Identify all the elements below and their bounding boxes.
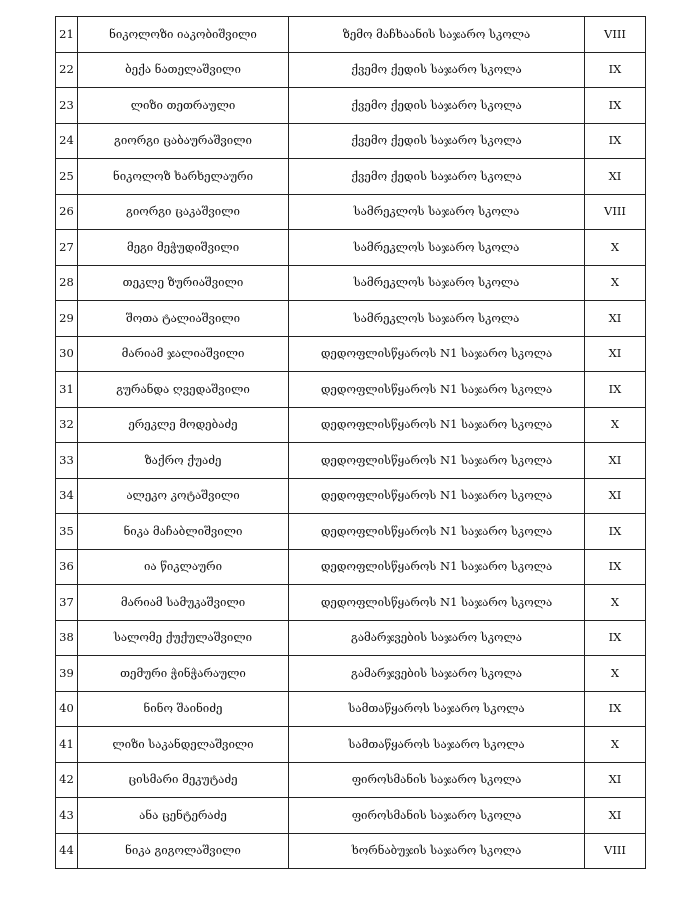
row-number: 36 (56, 549, 78, 585)
school-name: სამრეკლოს საჯარო სკოლა (289, 265, 585, 301)
row-number: 39 (56, 656, 78, 692)
grade-level: X (585, 656, 646, 692)
grade-level: XI (585, 478, 646, 514)
student-name: გურანდა ღვედაშვილი (78, 372, 289, 408)
row-number: 44 (56, 833, 78, 869)
table-row (56, 762, 646, 798)
row-number: 43 (56, 798, 78, 834)
row-number: 35 (56, 514, 78, 550)
row-number: 29 (56, 301, 78, 337)
grade-level: XI (585, 336, 646, 372)
school-name: გამარჯვების საჯარო სკოლა (289, 620, 585, 656)
grade-level: IX (585, 123, 646, 159)
table-row (56, 514, 646, 550)
table-row (56, 372, 646, 408)
table-row (56, 656, 646, 692)
row-number: 23 (56, 88, 78, 124)
school-name: დედოფლისწყაროს N1 საჯარო სკოლა (289, 372, 585, 408)
table-row (56, 691, 646, 727)
row-number: 32 (56, 407, 78, 443)
grade-level: X (585, 265, 646, 301)
school-name: ხორნაბუჯის საჯარო სკოლა (289, 833, 585, 869)
student-name: ნიკოლოზი იაკობიშვილი (78, 17, 289, 53)
grade-level: IX (585, 52, 646, 88)
grade-level: XI (585, 443, 646, 479)
row-number: 26 (56, 194, 78, 230)
student-name: ლიზი საკანდელაშვილი (78, 727, 289, 763)
school-name: ქვემო ქედის საჯარო სკოლა (289, 159, 585, 195)
grade-level: XI (585, 159, 646, 195)
table-row (56, 123, 646, 159)
school-name: ქვემო ქედის საჯარო სკოლა (289, 52, 585, 88)
student-name: შოთა ტალიაშვილი (78, 301, 289, 337)
row-number: 33 (56, 443, 78, 479)
row-number: 22 (56, 52, 78, 88)
student-name: მარიამ ჯალიაშვილი (78, 336, 289, 372)
school-name: დედოფლისწყაროს N1 საჯარო სკოლა (289, 478, 585, 514)
school-name: დედოფლისწყაროს N1 საჯარო სკოლა (289, 336, 585, 372)
student-name: ანა ცენტერაძე (78, 798, 289, 834)
table-row (56, 52, 646, 88)
student-name: მეგი მეჭუდიშვილი (78, 230, 289, 266)
table-row (56, 549, 646, 585)
school-name: დედოფლისწყაროს N1 საჯარო სკოლა (289, 585, 585, 621)
table-row (56, 301, 646, 337)
grade-level: X (585, 585, 646, 621)
row-number: 21 (56, 17, 78, 53)
school-name: ფიროსმანის საჯარო სკოლა (289, 798, 585, 834)
table-row (56, 727, 646, 763)
row-number: 40 (56, 691, 78, 727)
school-name: დედოფლისწყაროს N1 საჯარო სკოლა (289, 549, 585, 585)
school-name: ქვემო ქედის საჯარო სკოლა (289, 123, 585, 159)
grade-level: IX (585, 514, 646, 550)
student-name: თემური ჭინჭარაული (78, 656, 289, 692)
student-name: ია წიკლაური (78, 549, 289, 585)
student-name: სალომე ქუქულაშვილი (78, 620, 289, 656)
student-name: ნიკოლოზ ხარხელაური (78, 159, 289, 195)
table-row (56, 620, 646, 656)
student-name: ერეკლე მოდებაძე (78, 407, 289, 443)
grade-level: IX (585, 372, 646, 408)
participants-table (55, 16, 646, 869)
table-row (56, 194, 646, 230)
student-name: გიორგი ცაკაშვილი (78, 194, 289, 230)
grade-level: IX (585, 549, 646, 585)
row-number: 25 (56, 159, 78, 195)
table-row (56, 230, 646, 266)
student-name: ნიკა გიგოლაშვილი (78, 833, 289, 869)
school-name: სამრეკლოს საჯარო სკოლა (289, 301, 585, 337)
student-name: ცისმარი მეკუტაძე (78, 762, 289, 798)
row-number: 27 (56, 230, 78, 266)
school-name: ქვემო ქედის საჯარო სკოლა (289, 88, 585, 124)
grade-level: IX (585, 691, 646, 727)
student-name: მარიამ სამუკაშვილი (78, 585, 289, 621)
grade-level: VIII (585, 833, 646, 869)
table-row (56, 407, 646, 443)
school-name: სამრეკლოს საჯარო სკოლა (289, 194, 585, 230)
table-row (56, 443, 646, 479)
school-name: ზემო მაჩხაანის საჯარო სკოლა (289, 17, 585, 53)
school-name: ფიროსმანის საჯარო სკოლა (289, 762, 585, 798)
table-row (56, 159, 646, 195)
student-name: ზაქრო ქუაძე (78, 443, 289, 479)
grade-level: IX (585, 88, 646, 124)
row-number: 31 (56, 372, 78, 408)
student-name: ლიზი თეთრაული (78, 88, 289, 124)
grade-level: XI (585, 762, 646, 798)
table-row (56, 478, 646, 514)
row-number: 37 (56, 585, 78, 621)
grade-level: IX (585, 620, 646, 656)
row-number: 24 (56, 123, 78, 159)
school-name: დედოფლისწყაროს N1 საჯარო სკოლა (289, 407, 585, 443)
grade-level: X (585, 727, 646, 763)
grade-level: XI (585, 798, 646, 834)
school-name: სამთაწყაროს საჯარო სკოლა (289, 727, 585, 763)
grade-level: X (585, 407, 646, 443)
grade-level: XI (585, 301, 646, 337)
table-body (56, 17, 646, 869)
row-number: 38 (56, 620, 78, 656)
table-row (56, 585, 646, 621)
school-name: სამთაწყაროს საჯარო სკოლა (289, 691, 585, 727)
row-number: 28 (56, 265, 78, 301)
school-name: დედოფლისწყაროს N1 საჯარო სკოლა (289, 443, 585, 479)
grade-level: VIII (585, 17, 646, 53)
row-number: 42 (56, 762, 78, 798)
row-number: 30 (56, 336, 78, 372)
table-row (56, 265, 646, 301)
grade-level: VIII (585, 194, 646, 230)
student-name: ალეკო კოტაშვილი (78, 478, 289, 514)
student-name: ნიკა მაჩაბლიშვილი (78, 514, 289, 550)
table-row (56, 17, 646, 53)
table-row (56, 833, 646, 869)
table-row (56, 88, 646, 124)
school-name: სამრეკლოს საჯარო სკოლა (289, 230, 585, 266)
school-name: დედოფლისწყაროს N1 საჯარო სკოლა (289, 514, 585, 550)
grade-level: X (585, 230, 646, 266)
school-name: გამარჯვების საჯარო სკოლა (289, 656, 585, 692)
student-name: თეკლე ზურიაშვილი (78, 265, 289, 301)
row-number: 41 (56, 727, 78, 763)
student-name: ბექა ნათელაშვილი (78, 52, 289, 88)
table-row (56, 798, 646, 834)
student-name: ნინო შაინიძე (78, 691, 289, 727)
row-number: 34 (56, 478, 78, 514)
student-name: გიორგი ცაბაურაშვილი (78, 123, 289, 159)
table-row (56, 336, 646, 372)
